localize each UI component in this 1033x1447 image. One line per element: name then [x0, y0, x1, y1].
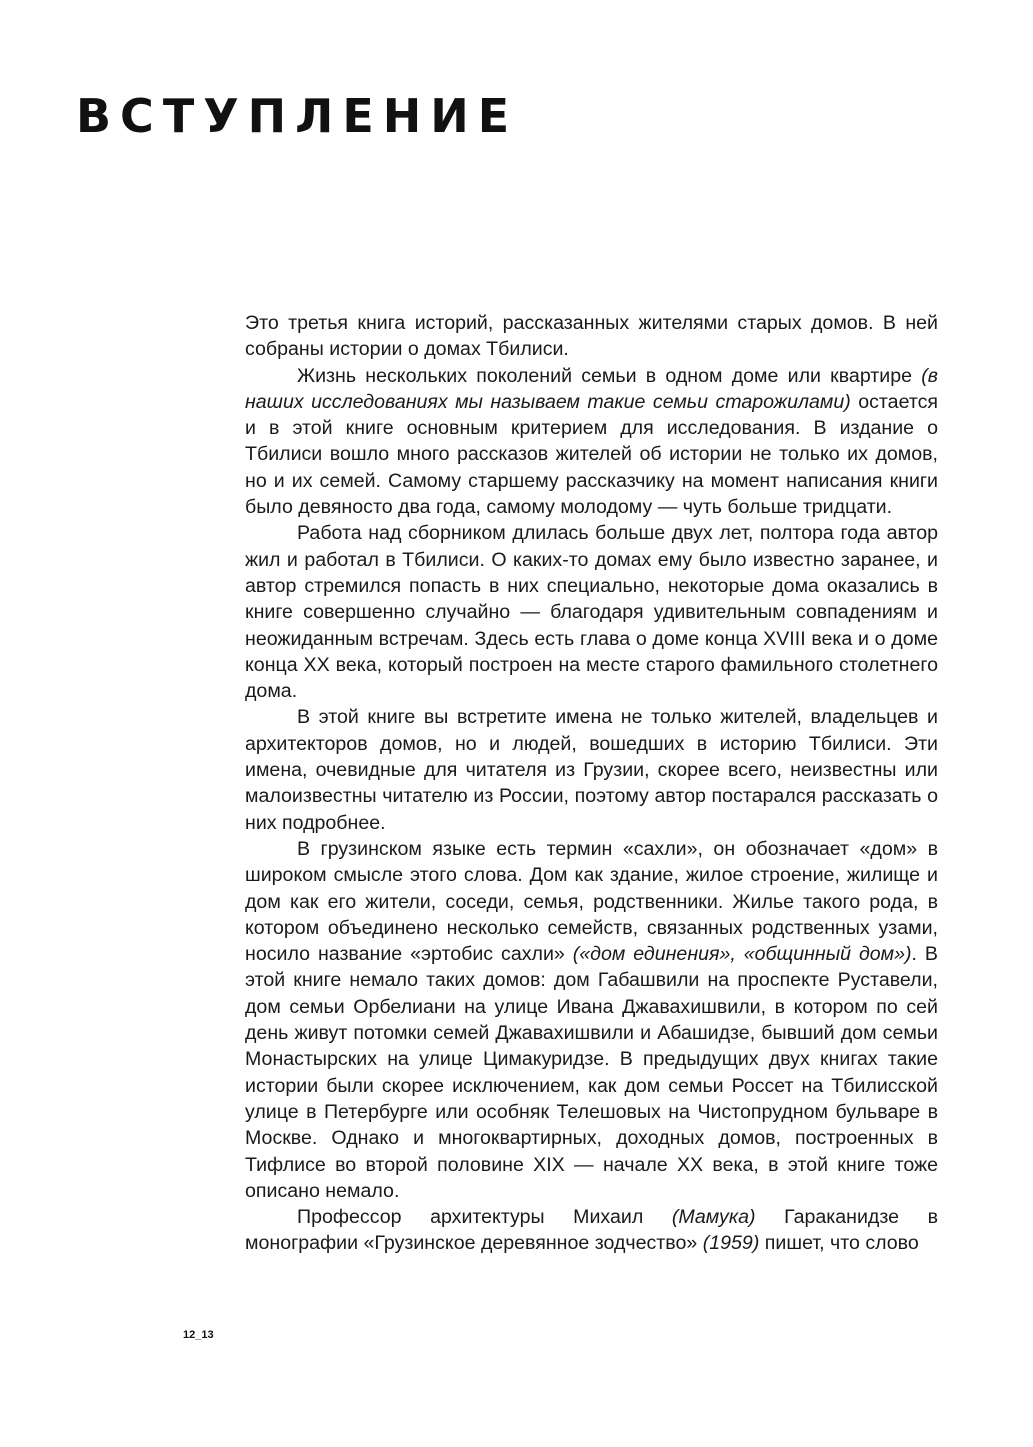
paragraph-text: Работа над сборником длилась больше двух лет, полтора года автор жил и работал в Тбилиси. О каких-то домах ему было известно заранее, и автор стремился попасть в них специально, некоторые дома оказались в книге совершенно случайно — благодаря удивительным совпадениям и неожиданным встречам. Здесь есть глава о доме конца XVIII века и о доме конца XX века, который построен на месте старого фамильного столетнего дома. [245, 522, 938, 703]
paragraph-text: остается и в этой книге основным критерием для исследования. В издание о Тбилиси вошло много рассказов жителей об истории не только их домов, но и их семей. Самому старшему рассказчику на момент написания книги было девяносто два года, самому молодому — чуть больше тридцати. [245, 390, 938, 519]
italic-text: (Мамука) [671, 1206, 756, 1229]
italic-text: (1959) [702, 1232, 760, 1255]
paragraph-text: Жизнь нескольких поколений семьи в одном доме или квартире [297, 364, 922, 387]
paragraph [245, 520, 938, 704]
italic-text: («дом единения», «общинный дом») [572, 943, 912, 966]
paragraph [245, 1204, 938, 1257]
paragraph-text: Гараканидзе в монографии «Грузинское деревянное зодчество» [245, 1206, 939, 1255]
paragraph [245, 310, 938, 363]
paragraph [245, 836, 938, 1204]
body-text [245, 310, 938, 1257]
paragraph [245, 363, 938, 521]
paragraph-text: пишет, что слово [759, 1232, 919, 1255]
paragraph [245, 704, 938, 835]
chapter-title: ВСТУПЛЕНИЕ [76, 89, 519, 143]
paragraph-text: Профессор архитектуры Михаил [297, 1206, 672, 1229]
paragraph-text: Это третья книга историй, рассказанных жителями старых домов. В ней собраны истории о домах Тбилиси. [245, 312, 938, 361]
italic-text: (в наших исследованиях мы называем такие семьи старожилами) [245, 364, 938, 413]
paragraph-text: В грузинском языке есть термин «сахли», он обозначает «дом» в широком смысле этого слова. Дом как здание, жилое строение, жилище и дом как его жители, соседи, семья, родственники. Жилье такого рода, в котором объединено несколько семейств, связанных родственных узами, носило название «эртобис сахли» [245, 837, 938, 966]
page-number: 12_13 [183, 1329, 214, 1341]
paragraph-text: . В этой книге немало таких домов: дом Габашвили на проспекте Руставели, дом семьи Орбелиани на улице Ивана Джавахишвили, в котором по сей день живут потомки семей Джавахишвили и Абашидзе, бывший дом семьи Монастырских на улице Цимакуридзе. В предыдущих двух книгах такие истории были скорее исключением, как дом семьи Россет на Тбилисской улице в Петербурге или особняк Телешовых на Чистопрудном бульваре в Москве. Однако и многоквартирных, доходных домов, построенных в Тифлисе во второй половине XIX — начале XX века, в этой книге тоже описано немало. [245, 943, 938, 1202]
paragraph-text: В этой книге вы встретите имена не только жителей, владельцев и архитекторов домов, но и людей, вошедших в историю Тбилиси. Эти имена, очевидные для читателя из Грузии, скорее всего, неизвестны или малоизвестны читателю из России, поэтому автор постарался рассказать о них подробнее. [245, 706, 938, 834]
